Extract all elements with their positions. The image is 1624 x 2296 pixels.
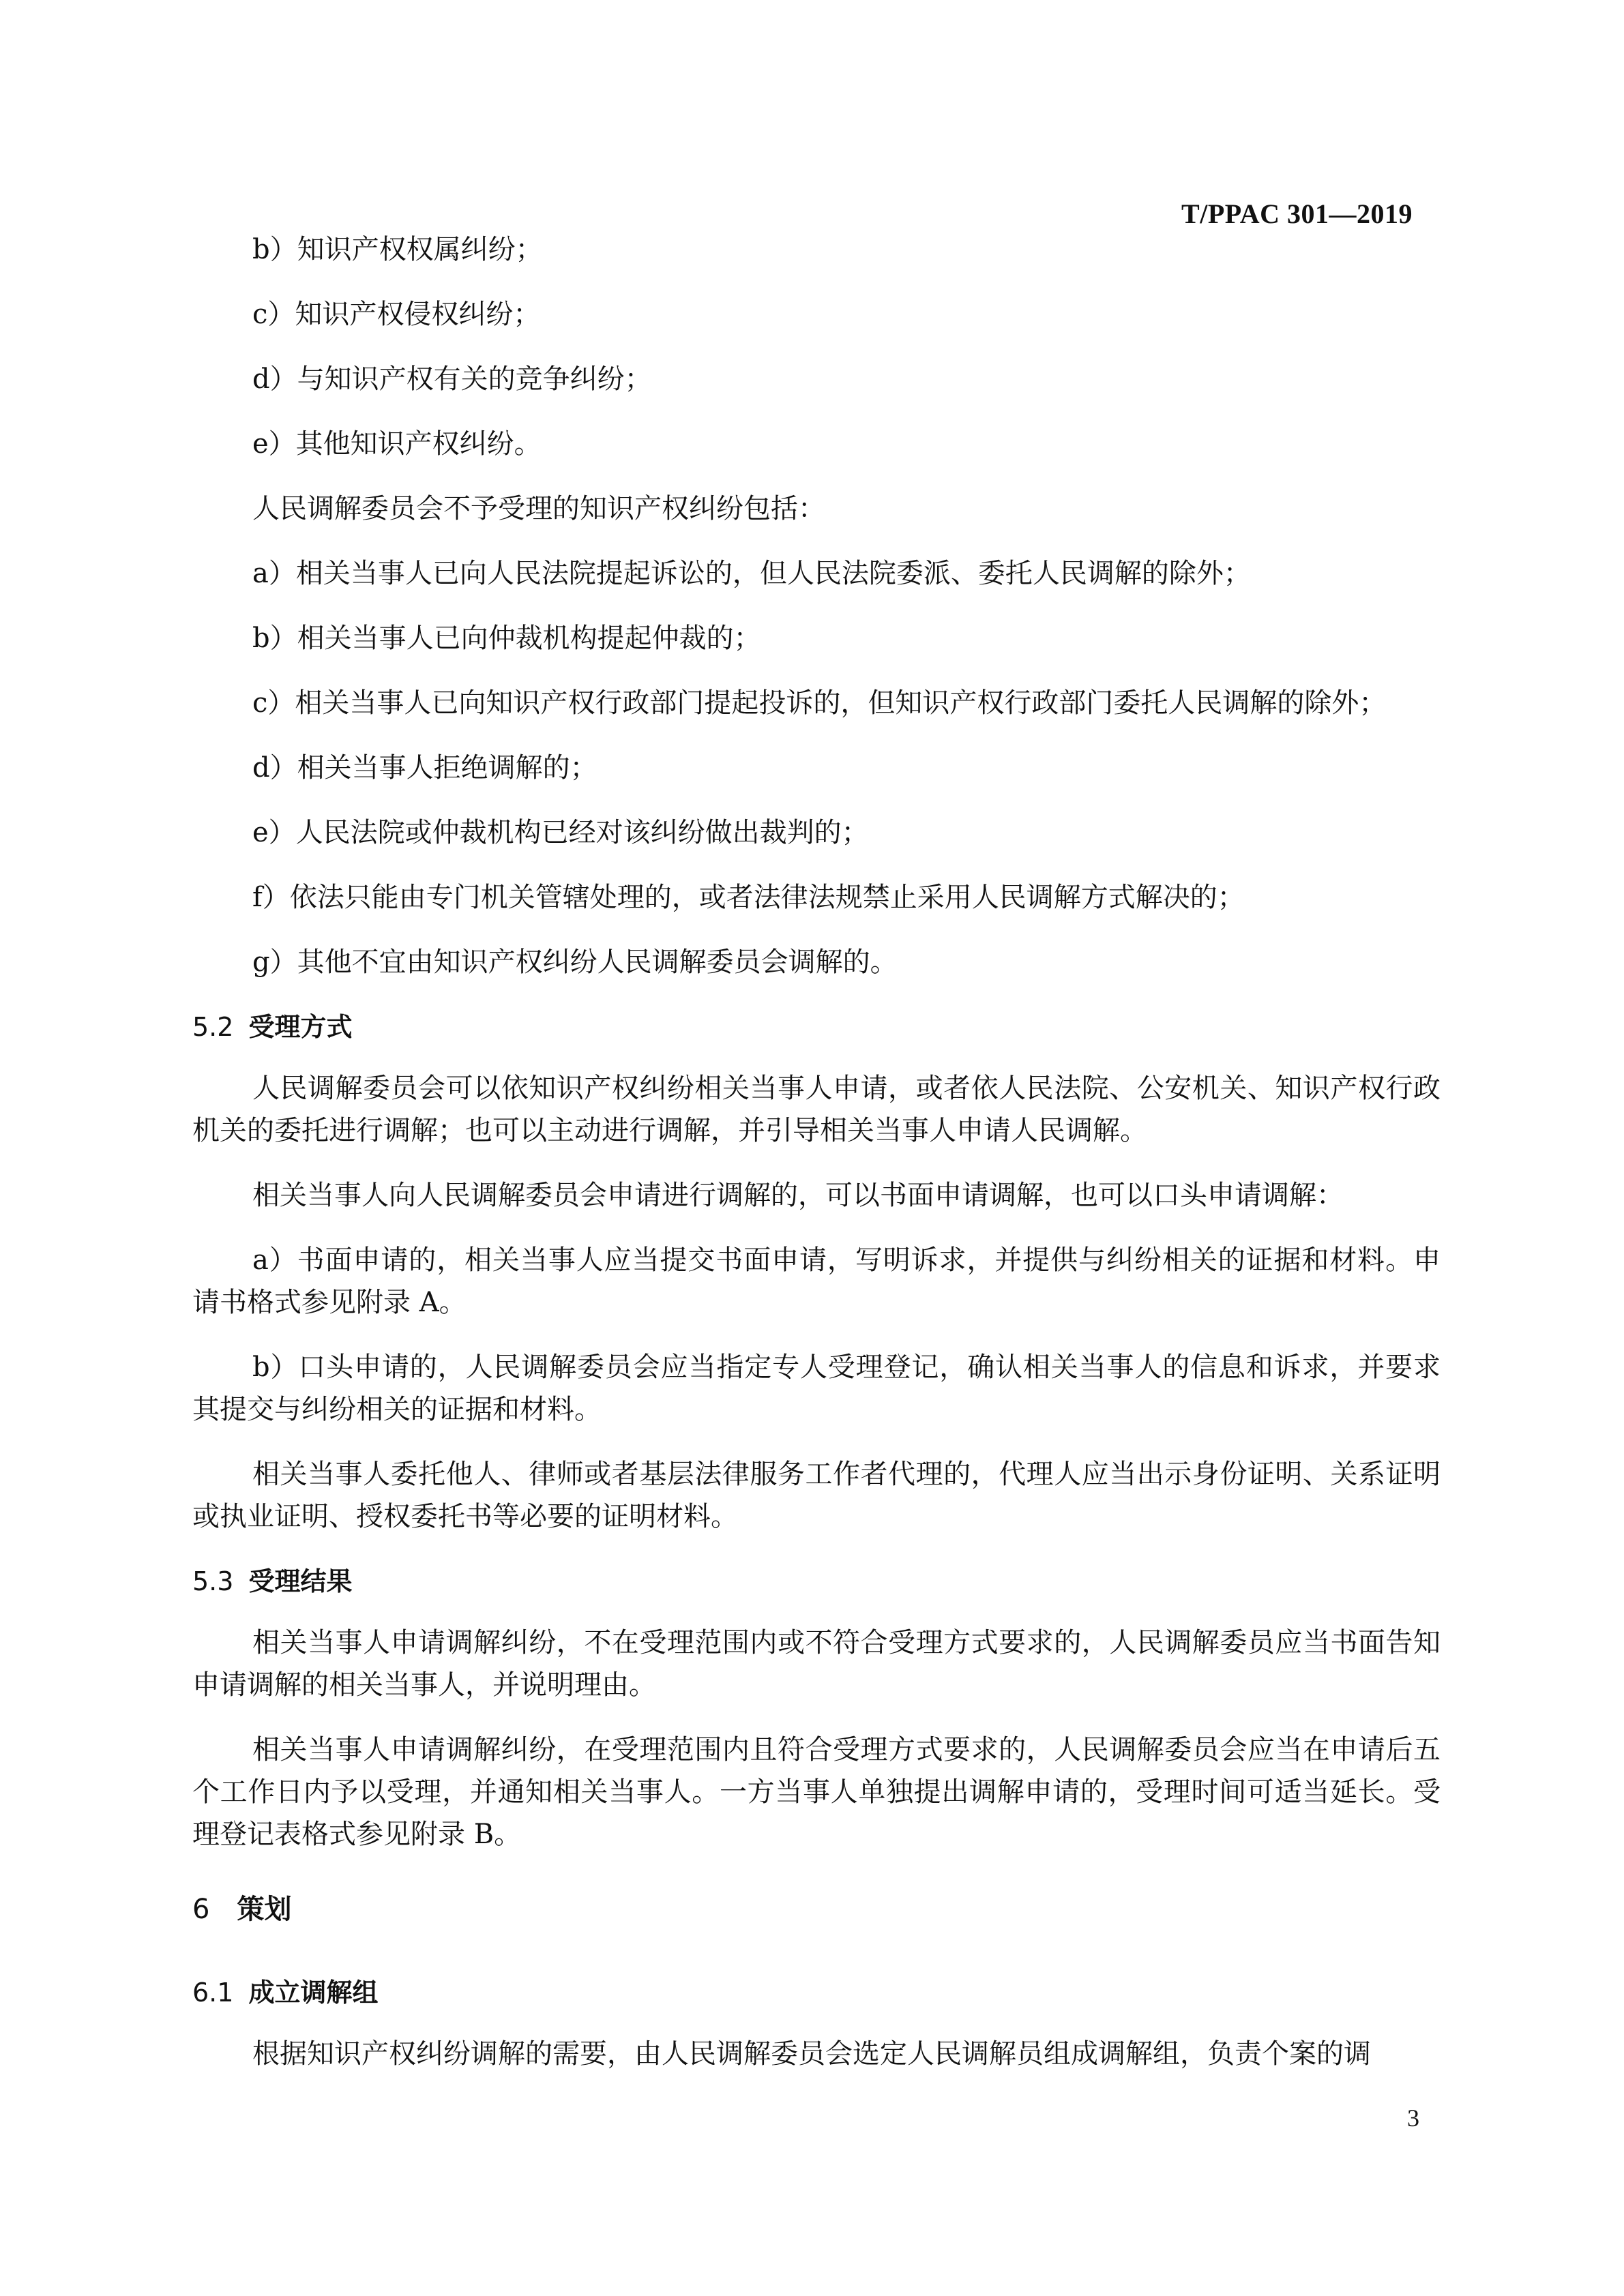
list-item: b）相关当事人已向仲裁机构提起仲裁的； bbox=[252, 623, 761, 654]
section-number: 5.2 bbox=[192, 1012, 234, 1042]
page-number: 3 bbox=[1407, 2104, 1419, 2132]
paragraph: 相关当事人委托他人、律师或者基层法律服务工作者代理的，代理人应当出示身份证明、关系证明或执业证明、授权委托书等必要的证明材料。 bbox=[192, 1459, 1441, 1532]
paragraph: 相关当事人申请调解纠纷，在受理范围内且符合受理方式要求的，人民调解委员会应当在申请后五个工作日内予以受理，并通知相关当事人。一方当事人单独提出调解申请的，受理时间可适当延长。受理登记表格式参见附录 B。 bbox=[192, 1734, 1441, 1850]
paragraph: b）口头申请的，人民调解委员会应当指定专人受理登记，确认相关当事人的信息和诉求，并要求其提交与纠纷相关的证据和材料。 bbox=[192, 1352, 1441, 1425]
document-code: T/PPAC 301—2019 bbox=[1181, 198, 1413, 229]
section-title: 受理结果 bbox=[248, 1566, 353, 1596]
section-number: 5.3 bbox=[192, 1566, 234, 1596]
paragraph: 相关当事人申请调解纠纷，不在受理范围内或不符合受理方式要求的，人民调解委员应当书面告知申请调解的相关当事人，并说明理由。 bbox=[192, 1627, 1441, 1701]
chapter-number: 6 bbox=[192, 1894, 210, 1925]
list-item: b）知识产权权属纠纷； bbox=[252, 234, 543, 265]
list-item: c）知识产权侵权纠纷； bbox=[252, 299, 541, 330]
list-item: a）相关当事人已向人民法院提起诉讼的，但人民法院委派、委托人民调解的除外； bbox=[252, 558, 1251, 589]
paragraph: 人民调解委员会可以依知识产权纠纷相关当事人申请，或者依人民法院、公安机关、知识产权行政机关的委托进行调解；也可以主动进行调解，并引导相关当事人申请人民调解。 bbox=[192, 1073, 1441, 1146]
paragraph: 根据知识产权纠纷调解的需要，由人民调解委员会选定人民调解员组成调解组，负责个案的调 bbox=[252, 2038, 1371, 2070]
list-item: d）相关当事人拒绝调解的； bbox=[252, 752, 597, 784]
list-item: f）依法只能由专门机关管辖处理的，或者法律法规禁止采用人民调解方式解决的； bbox=[252, 882, 1245, 913]
section-title: 受理方式 bbox=[248, 1012, 353, 1042]
list-item: e）人民法院或仲裁机构已经对该纠纷做出裁判的； bbox=[252, 817, 869, 848]
list-item: d）与知识产权有关的竞争纠纷； bbox=[252, 363, 652, 395]
list-item: c）相关当事人已向知识产权行政部门提起投诉的，但知识产权行政部门委托人民调解的除外； bbox=[252, 687, 1387, 719]
list-item: e）其他知识产权纠纷。 bbox=[252, 428, 542, 460]
section-number: 6.1 bbox=[192, 1978, 234, 2008]
section-heading-6-1 bbox=[192, 1971, 1441, 2014]
section-title: 成立调解组 bbox=[248, 1978, 379, 2008]
chapter-title: 策划 bbox=[237, 1894, 292, 1925]
paragraph: 相关当事人向人民调解委员会申请进行调解的，可以书面申请调解，也可以口头申请调解： bbox=[252, 1180, 1344, 1211]
paragraph: 人民调解委员会不予受理的知识产权纠纷包括： bbox=[252, 493, 825, 524]
paragraph: a）书面申请的，相关当事人应当提交书面申请，写明诉求，并提供与纠纷相关的证据和材料。申请书格式参见附录 A。 bbox=[192, 1244, 1441, 1318]
list-item: g）其他不宜由知识产权纠纷人民调解委员会调解的。 bbox=[252, 946, 898, 978]
section-heading-5-2 bbox=[192, 1006, 1441, 1048]
document-body bbox=[192, 228, 1441, 2098]
chapter-heading-6 bbox=[192, 1888, 1441, 1930]
section-heading-5-3 bbox=[192, 1560, 1441, 1602]
